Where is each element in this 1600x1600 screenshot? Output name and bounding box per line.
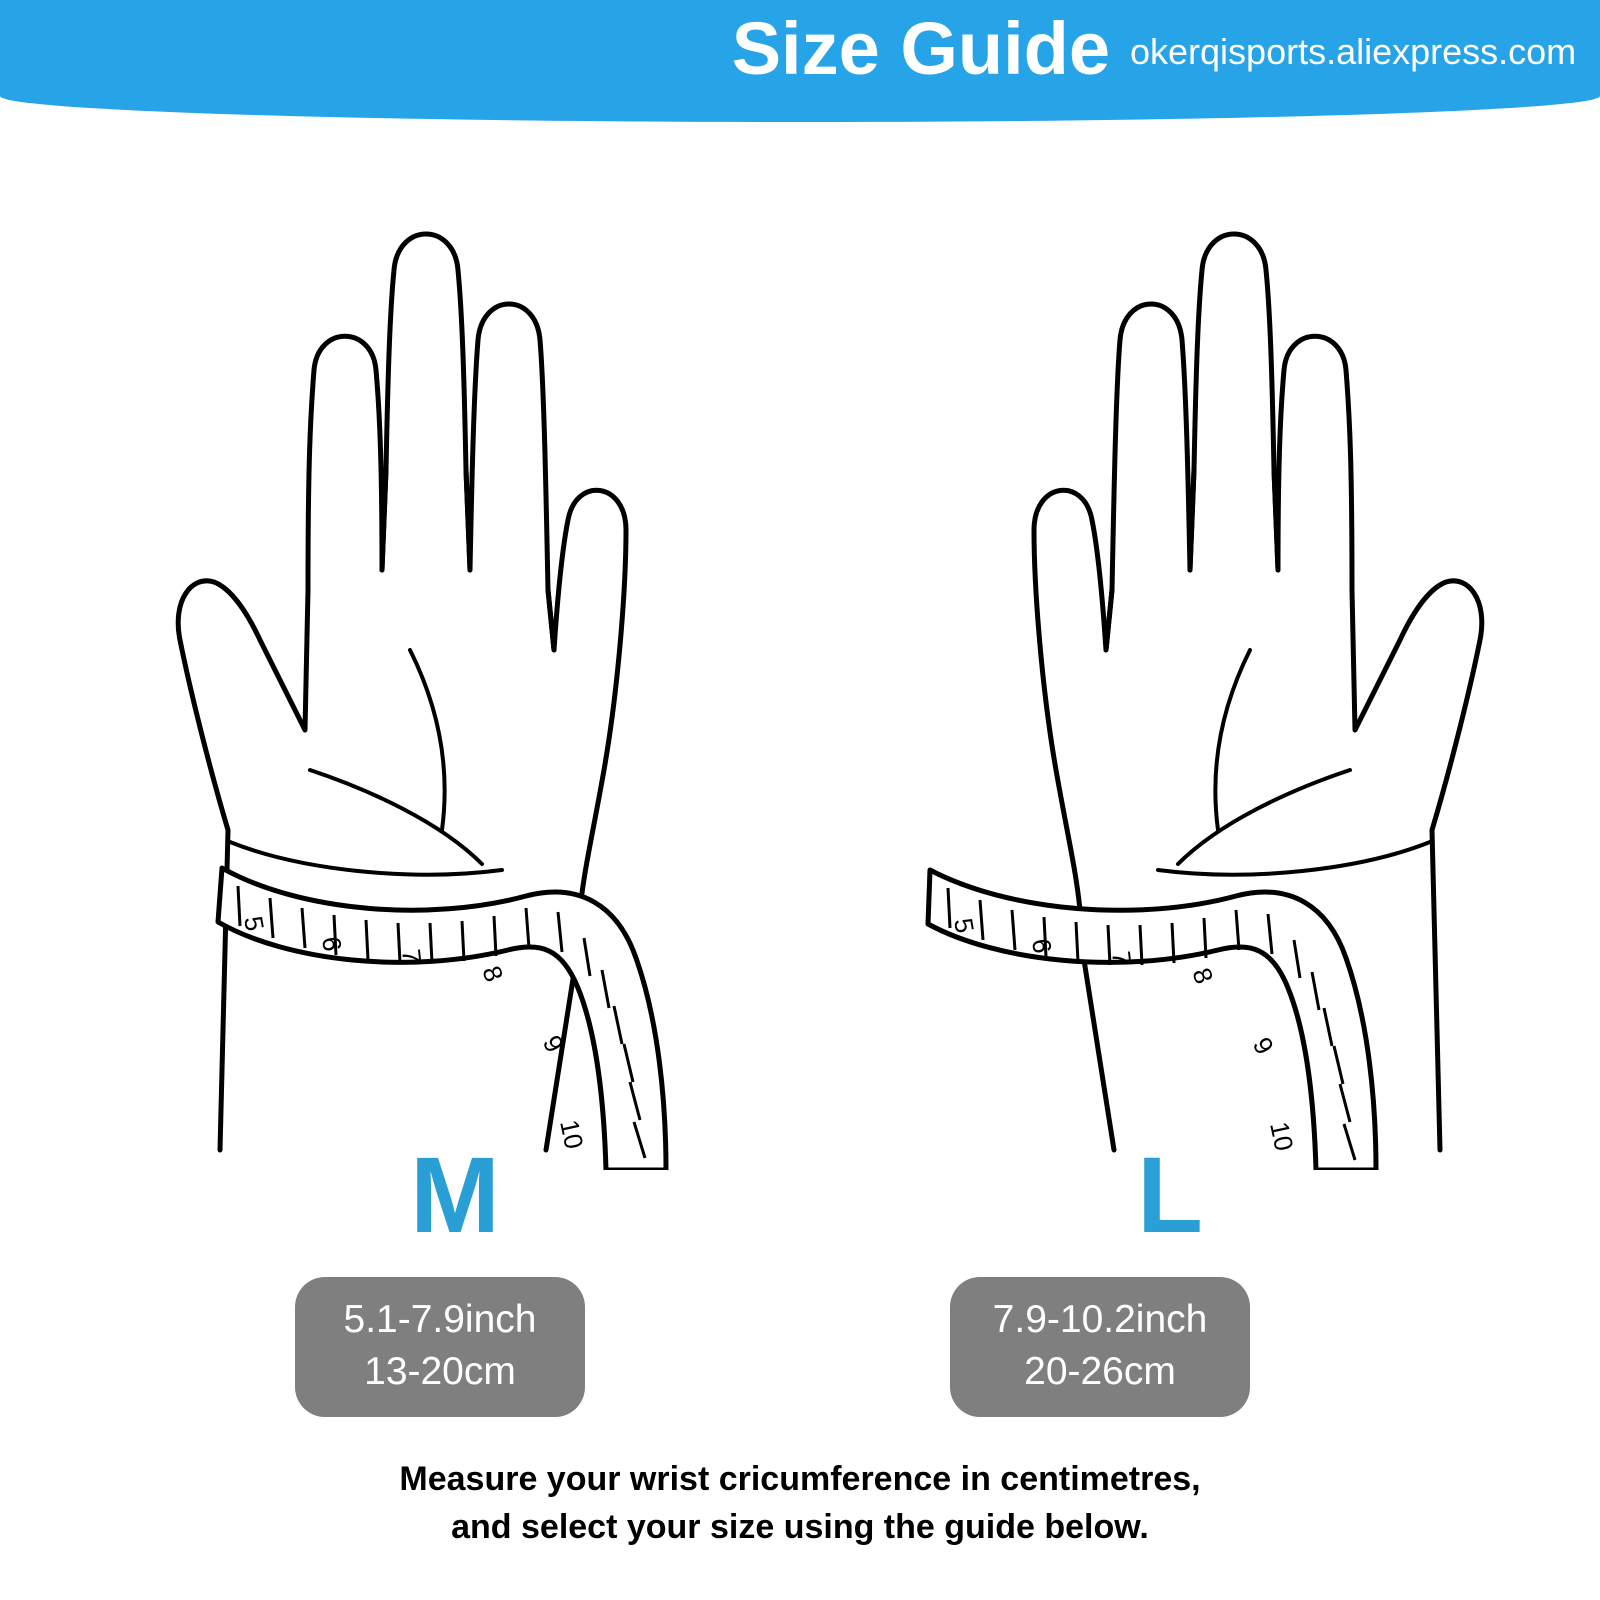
hand-illustration-icon [110, 170, 830, 1170]
size-inches-m: 5.1-7.9inch [343, 1298, 537, 1341]
ruler-tick-10: 10 [554, 1117, 590, 1152]
size-cm-m: 13-20cm [364, 1350, 516, 1393]
size-letter-m: M [410, 1134, 500, 1255]
ruler-tick-8: 8 [476, 961, 510, 986]
ruler-tick-6: 6 [1026, 936, 1058, 956]
instruction-line-2: and select your size using the guide below. [451, 1508, 1149, 1546]
ruler-tick-7: 7 [1106, 949, 1138, 968]
hand-diagram-large [830, 170, 1550, 1170]
instruction-line-1: Measure your wrist cricumference in centimetres, [399, 1460, 1201, 1498]
ruler-tick-9: 9 [536, 1030, 571, 1058]
ruler-tick-5: 5 [948, 915, 981, 936]
size-measurement-l [950, 1277, 1250, 1417]
ruler-tick-10: 10 [1264, 1119, 1300, 1154]
ruler-tick-5: 5 [238, 913, 271, 934]
ruler-tick-6: 6 [316, 934, 348, 954]
size-letter-l: L [1137, 1134, 1203, 1255]
size-inches-l: 7.9-10.2inch [992, 1298, 1208, 1341]
size-cm-l: 20-26cm [1024, 1350, 1176, 1393]
size-measurement-m [295, 1277, 585, 1417]
store-url: okerqisports.aliexpress.com [1130, 31, 1577, 72]
ruler-tick-7: 7 [396, 947, 428, 966]
hand-illustration-icon [830, 170, 1550, 1170]
instruction-text [0, 1455, 1600, 1551]
page-title: Size Guide [731, 7, 1110, 90]
ruler-tick-8: 8 [1186, 963, 1220, 988]
header-banner [0, 0, 1600, 122]
hand-diagram-medium [110, 170, 830, 1170]
ruler-tick-9: 9 [1246, 1032, 1281, 1060]
